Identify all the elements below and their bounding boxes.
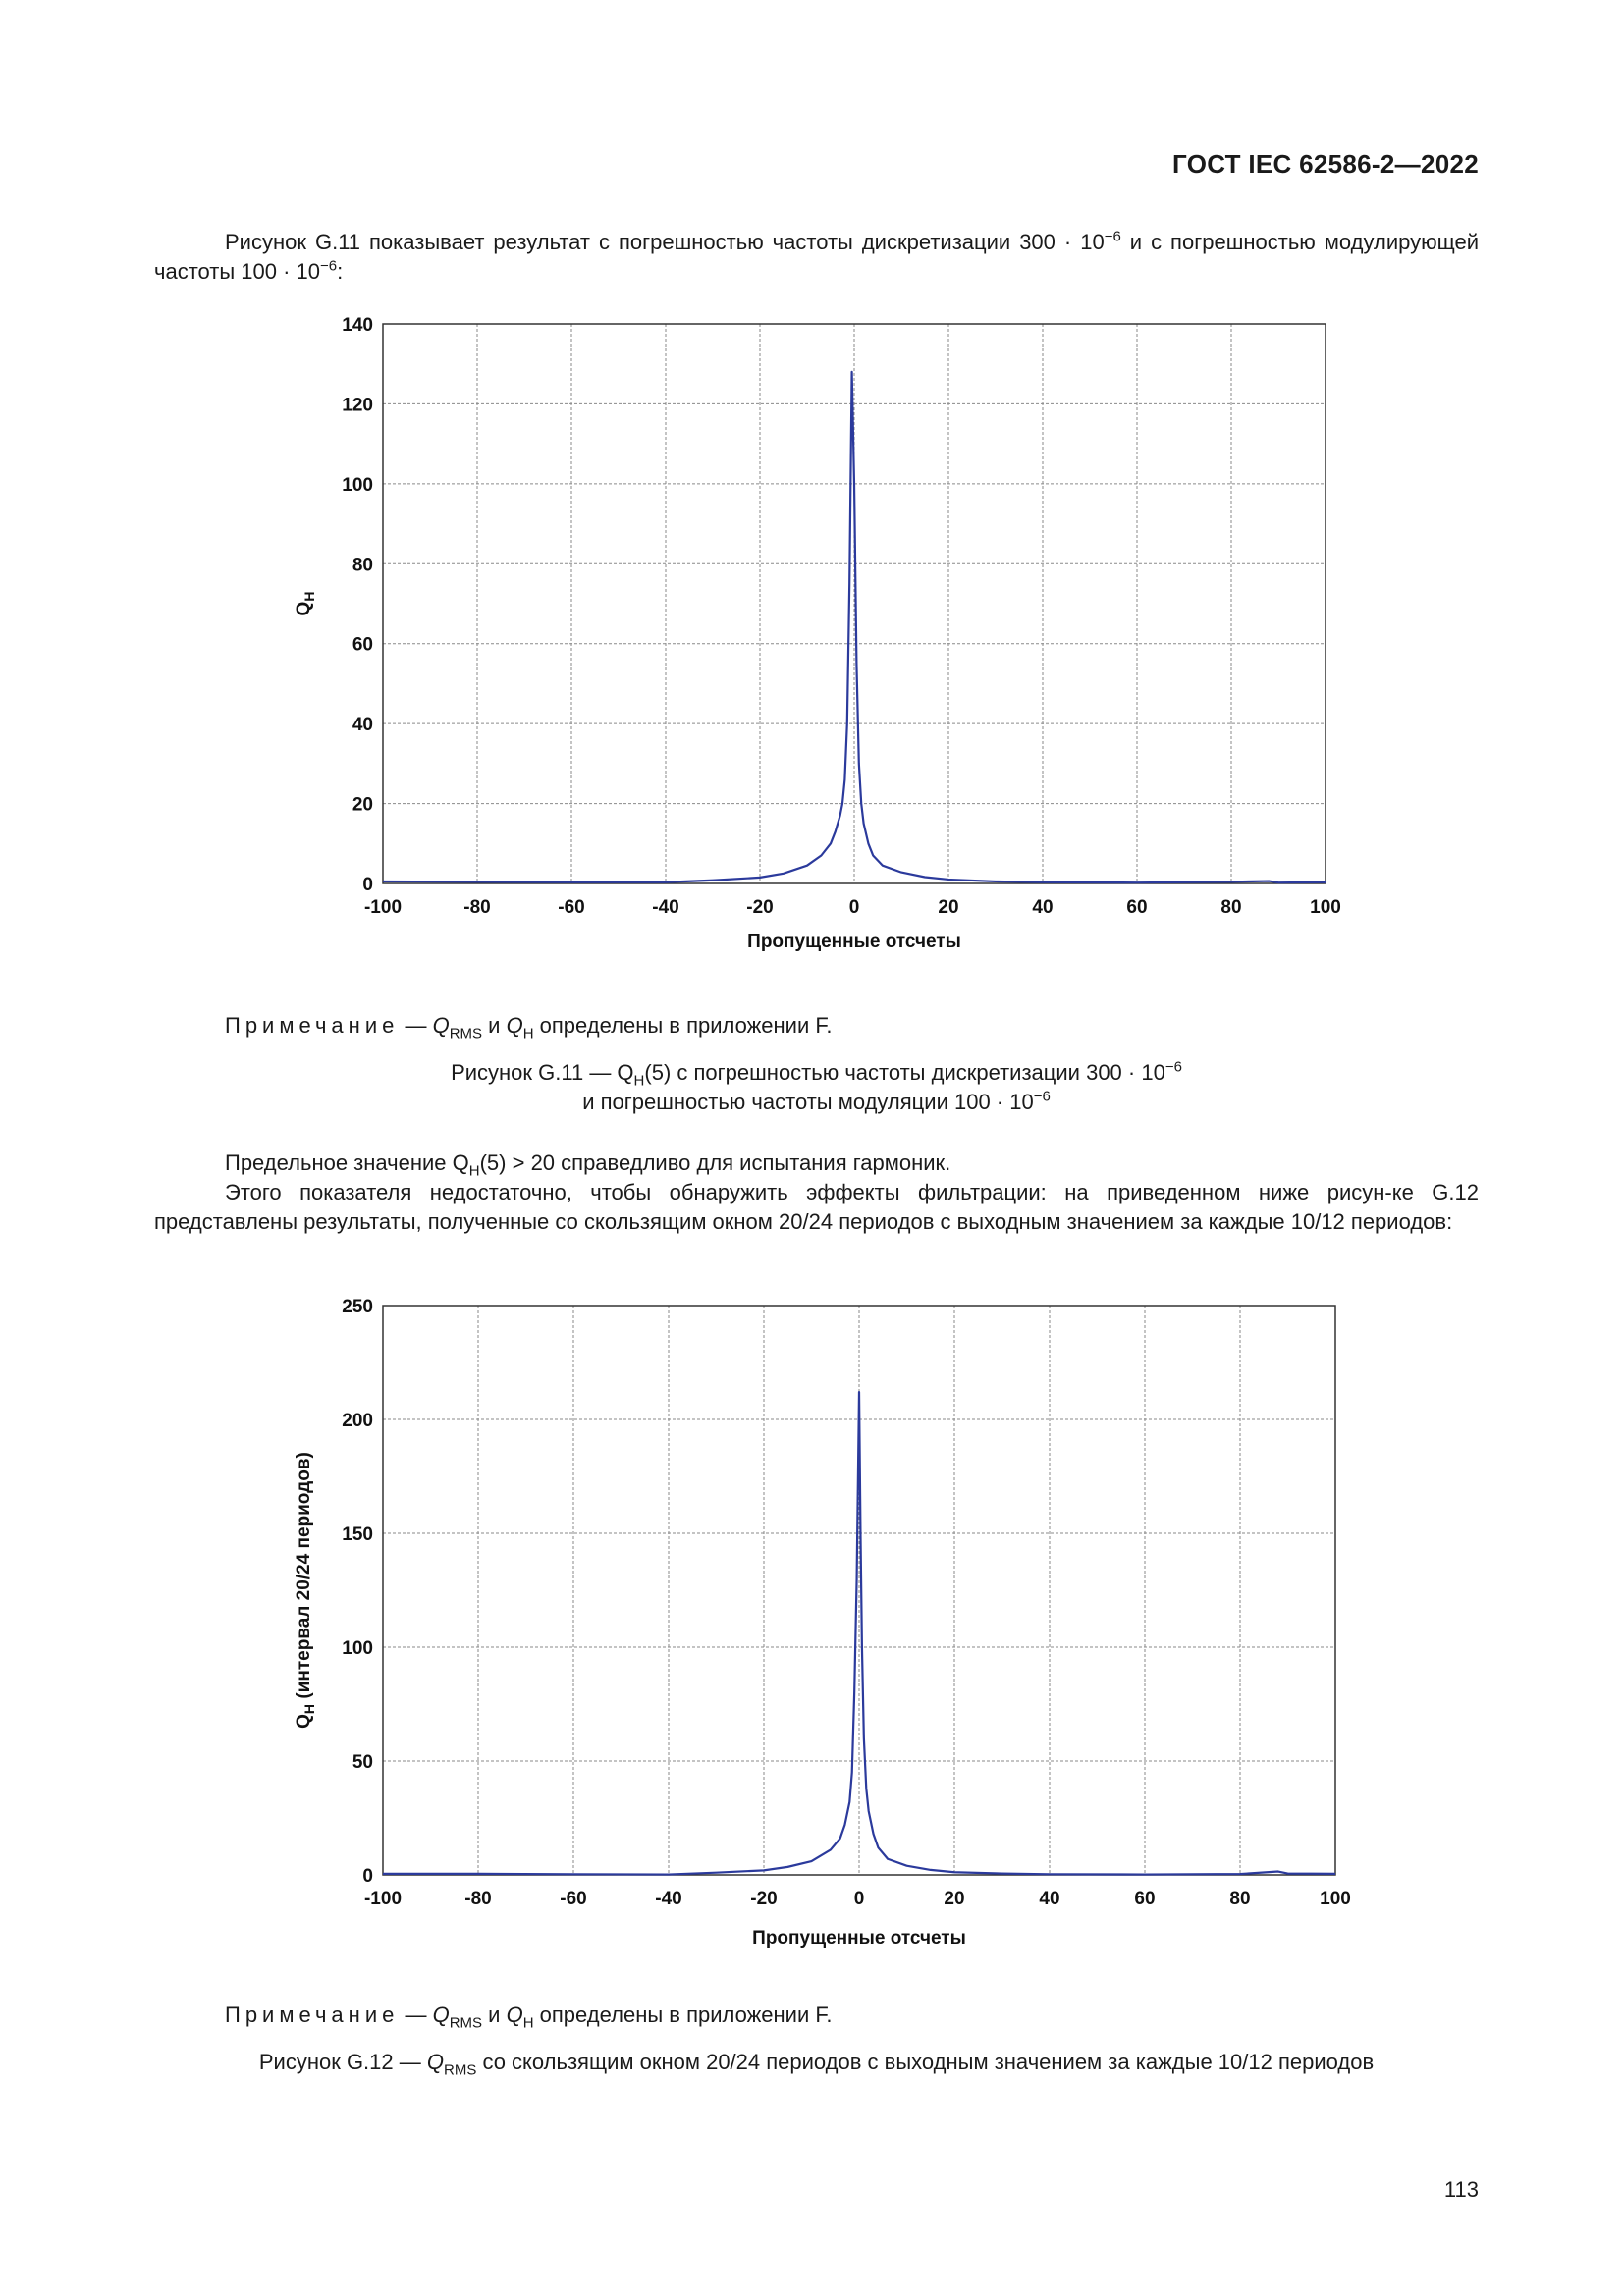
note-label: Примечание [225, 1013, 400, 1038]
note-q-rms: Q [432, 2002, 450, 2027]
page-number: 113 [1443, 2177, 1479, 2202]
x-tick-label: -20 [750, 1889, 778, 1909]
note-text: определены в приложении F. [533, 2002, 833, 2027]
note-q-rms-sub: RMS [449, 1025, 483, 1042]
x-tick-label: 40 [1032, 897, 1054, 918]
x-tick-label: 60 [1134, 1889, 1156, 1909]
y-tick-label: 50 [352, 1752, 373, 1773]
y-axis-label: $Q_H$ [294, 591, 317, 616]
note-dash: — [399, 1013, 433, 1038]
x-tick-label: 20 [944, 1889, 965, 1909]
caption-g11-line1 [154, 1058, 1479, 1088]
caption-g12-a: Рисунок G.12 — [258, 2050, 427, 2074]
x-tick-label: 40 [1039, 1889, 1060, 1909]
x-tick-label: 0 [853, 1889, 865, 1909]
x-tick-label: 80 [1220, 897, 1242, 918]
caption-g12 [154, 2048, 1479, 2077]
note-dash: — [399, 2002, 433, 2027]
caption-g11-c: и погрешностью частоты модуляции 100 · 10 [582, 1090, 1034, 1114]
caption-g11-a: Рисунок G.11 — Q [451, 1060, 634, 1085]
note-q-h: Q [506, 2002, 523, 2027]
note-g11 [225, 1011, 832, 1041]
x-tick-label: -40 [655, 1889, 682, 1909]
caption-g11-line2 [154, 1088, 1479, 1117]
note-q-h-sub: H [522, 1025, 534, 1042]
y-tick-label: 120 [342, 395, 373, 416]
para1-sup1: −6 [1104, 228, 1121, 245]
x-tick-label: -40 [652, 897, 679, 918]
y-tick-label: 0 [362, 1866, 373, 1887]
x-tick-label: 100 [1320, 1889, 1351, 1909]
note-and: и [482, 1013, 507, 1038]
y-tick-label: 140 [342, 315, 373, 336]
note-q-h-sub: H [522, 2014, 534, 2032]
note-q-h: Q [506, 1013, 523, 1038]
caption-g12-sub: RMS [444, 2061, 477, 2079]
figure-g12-chart [285, 1296, 1365, 1968]
y-tick-label: 20 [352, 794, 373, 816]
x-tick-label: 60 [1126, 897, 1148, 918]
y-tick-label: 0 [362, 875, 373, 895]
note-and: и [482, 2002, 507, 2027]
x-tick-label: -20 [746, 897, 774, 918]
caption-g12-q: Q [426, 2050, 444, 2074]
document-code: ГОСТ IEC 62586-2—2022 [1172, 149, 1479, 179]
para1-sup2: −6 [320, 257, 338, 275]
y-tick-label: 100 [342, 474, 373, 496]
y-tick-label: 100 [342, 1638, 373, 1659]
x-axis-label: Пропущенные отсчеты [752, 1928, 966, 1949]
y-tick-label: 60 [352, 634, 373, 656]
x-tick-label: -100 [363, 1889, 403, 1909]
x-axis-label: Пропущенные отсчеты [747, 932, 961, 952]
x-tick-label: -80 [464, 1889, 492, 1909]
y-tick-label: 200 [342, 1411, 373, 1431]
para2-sub: H [468, 1162, 480, 1180]
limit-paragraph [154, 1148, 1479, 1178]
filter-paragraph: Этого показателя недостаточно, чтобы обнаружить эффекты фильтрации: на приведенном ниже рисун-ке G.12 представлены результаты, полученные со скользящим окном 20/24 периодов с выходным значением за каждые 10/12 периодов: [154, 1180, 1479, 1234]
para1-text-b: и с погрешностью модулирующей частоты 100 · 10 [154, 230, 1479, 284]
caption-g11-b: (5) с погрешностью частоты дискретизации 300 · 10 [644, 1060, 1165, 1085]
y-tick-label: 40 [352, 715, 373, 736]
note-text: определены в приложении F. [533, 1013, 833, 1038]
note-label: Примечание [225, 2002, 400, 2027]
para2-a: Предельное значение Q [225, 1150, 469, 1175]
y-tick-label: 80 [352, 555, 373, 576]
x-tick-label: -60 [560, 1889, 587, 1909]
note-q-rms-sub: RMS [449, 2014, 483, 2032]
y-axis-label: $Q_H$ (интервал 20/24 периодов) [294, 1452, 317, 1729]
figure-g11-svg [285, 314, 1365, 962]
figure-g12-svg [285, 1296, 1365, 1963]
caption-g11-sup1: −6 [1164, 1058, 1182, 1076]
figure-g11-chart [285, 314, 1365, 967]
y-tick-label: 150 [342, 1524, 373, 1545]
x-tick-label: 100 [1310, 897, 1341, 918]
caption-g11 [154, 1058, 1479, 1117]
x-tick-label: 20 [938, 897, 959, 918]
note-g12 [225, 2001, 832, 2030]
y-tick-label: 250 [342, 1297, 373, 1317]
x-tick-label: -60 [558, 897, 585, 918]
caption-g12-b: со скользящим окном 20/24 периодов с выходным значением за каждые 10/12 периодов [476, 2050, 1375, 2074]
para2-b: (5) > 20 справедливо для испытания гармоник. [479, 1150, 951, 1175]
para1-text-a: Рисунок G.11 показывает результат с погрешностью частоты дискретизации 300 · 10 [225, 230, 1105, 254]
x-tick-label: -100 [363, 897, 403, 918]
note-q-rms: Q [432, 1013, 450, 1038]
caption-g11-sub: H [633, 1072, 645, 1090]
x-tick-label: 80 [1229, 1889, 1251, 1909]
intro-paragraph [154, 228, 1479, 287]
x-tick-label: -80 [463, 897, 491, 918]
x-tick-label: 0 [848, 897, 860, 918]
para1-text-c: : [337, 259, 344, 284]
caption-g11-sup2: −6 [1033, 1088, 1051, 1105]
